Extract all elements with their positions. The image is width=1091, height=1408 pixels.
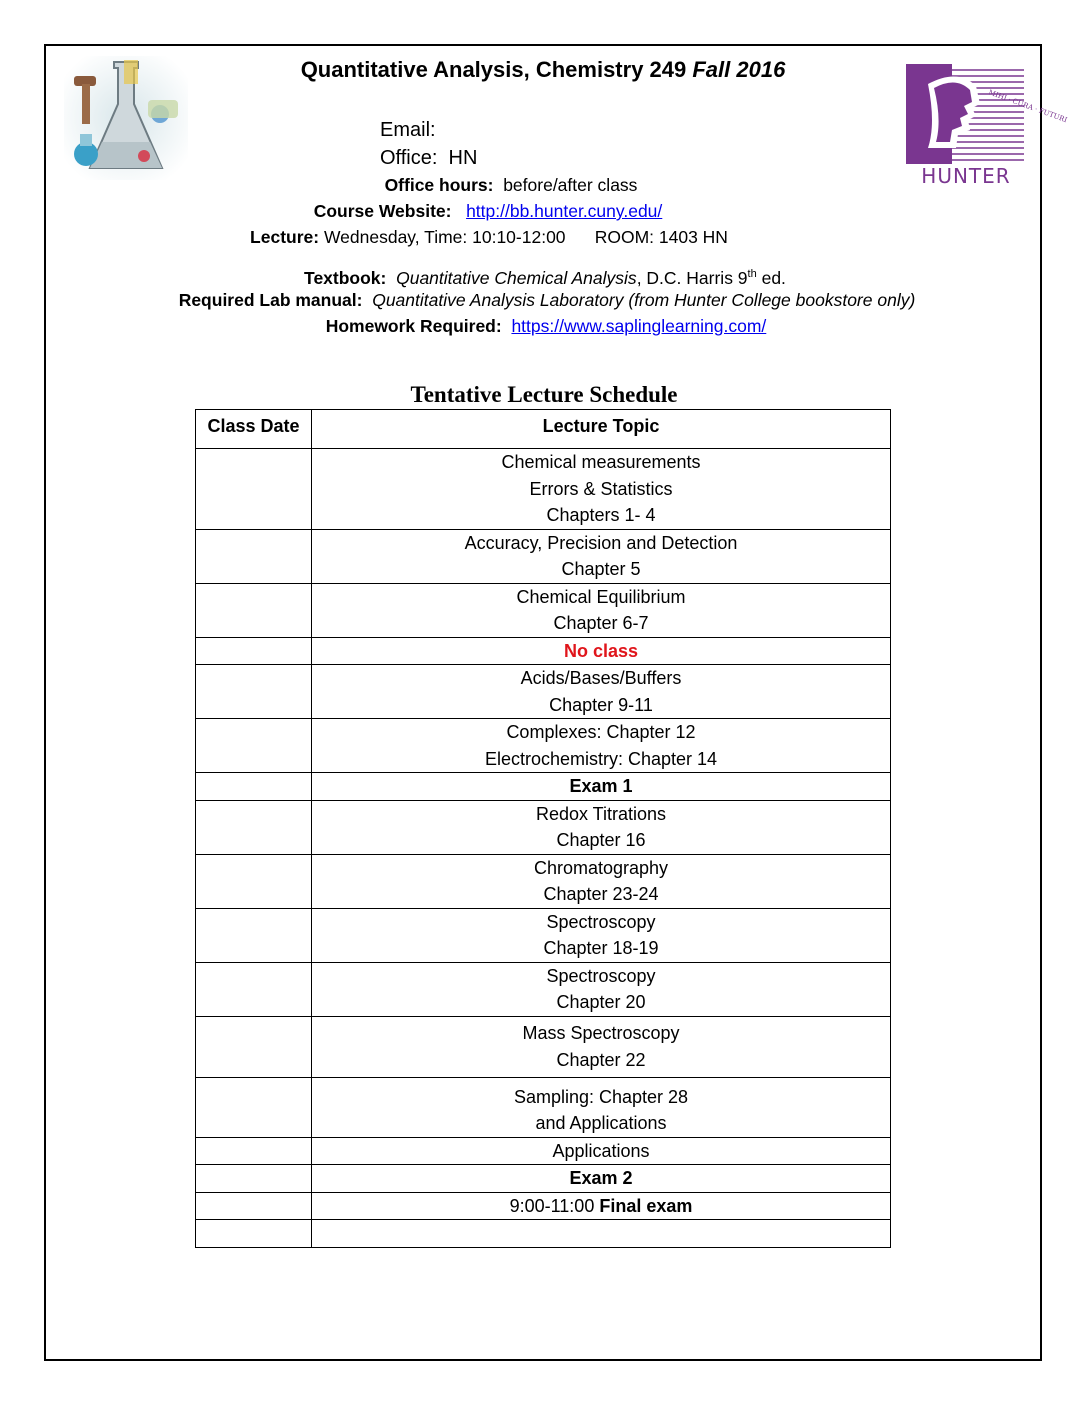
textbook-ed: ed.: [756, 267, 786, 288]
topic-line: Spectroscopy: [546, 911, 656, 932]
table-row: [196, 1165, 891, 1193]
topic-line: Chapter 6-7: [553, 613, 649, 633]
topic-line: Chapter 20: [556, 992, 646, 1012]
lecture-topic-cell: [312, 1077, 891, 1137]
class-date-cell: [196, 1016, 312, 1077]
lab-manual-label: Required Lab manual:: [178, 290, 363, 310]
class-date-cell: [196, 1220, 312, 1248]
homework-line: [2, 315, 1090, 337]
lecture-topic-cell: [312, 800, 891, 854]
lecture-topic-cell: [312, 1016, 891, 1077]
lecture-topic-cell: [312, 962, 891, 1016]
textbook-edition-sup: th: [747, 268, 757, 280]
class-date-cell: [196, 1077, 312, 1137]
textbook-label: Textbook:: [304, 267, 387, 288]
topic-line: Chapter 16: [556, 830, 646, 850]
title-term: Fall 2016: [692, 57, 786, 82]
topic-line: and Applications: [535, 1113, 667, 1133]
class-date-cell: [196, 449, 312, 530]
page-title: [0, 56, 1087, 84]
table-row: [196, 800, 891, 854]
lecture-topic-cell: [312, 1220, 891, 1248]
lecture-topic-cell: [312, 637, 891, 665]
topic-line: Chemical Equilibrium: [516, 586, 686, 607]
class-date-cell: [196, 1165, 312, 1193]
lecture-topic-cell: [312, 908, 891, 962]
logo-motto: MIHI · CURA · FUTURI: [987, 88, 1069, 125]
schedule-title: Tentative Lecture Schedule: [410, 382, 678, 407]
lecture-topic-cell: [312, 529, 891, 583]
class-date-cell: [196, 800, 312, 854]
lab-manual-line: [3, 289, 1091, 311]
homework-label: Homework Required:: [325, 316, 502, 336]
lecture-label: Lecture:: [250, 227, 320, 247]
table-row: [196, 1137, 891, 1165]
class-date-cell: [196, 665, 312, 719]
topic-line: Accuracy, Precision and Detection: [464, 532, 738, 553]
office-hours-label: Office hours:: [384, 175, 494, 195]
table-row: [196, 908, 891, 962]
topic-line: No class: [563, 640, 639, 661]
schedule-header-row: [196, 410, 891, 449]
topic-line: Electrochemistry: Chapter 14: [484, 748, 718, 769]
topic-line: Applications: [552, 1140, 650, 1161]
topic-line: Spectroscopy: [546, 965, 656, 986]
office-hours-value: before/after class: [493, 175, 638, 195]
table-row: [196, 719, 891, 773]
class-date-cell: [196, 773, 312, 801]
topic-line: Exam 2: [569, 1168, 633, 1188]
topic-line: Chapter 23-24: [543, 884, 659, 904]
textbook-line: [1, 263, 1089, 289]
class-date-cell: [196, 1192, 312, 1220]
topic-line: Chapter 9-11: [549, 694, 653, 715]
lecture-topic-cell: [312, 665, 891, 719]
class-date-cell: [196, 1137, 312, 1165]
schedule-body: [196, 449, 891, 1248]
lecture-topic-cell: [312, 773, 891, 801]
class-date-cell: [196, 962, 312, 1016]
hunter-logo-wordmark: HUNTER: [921, 164, 1011, 188]
lecture-topic-cell: [312, 719, 891, 773]
col-header-lecture-topic: Lecture Topic: [312, 410, 891, 449]
topic-line: Chapter 22: [556, 1049, 646, 1070]
table-row: [196, 665, 891, 719]
lecture-value: Wednesday, Time: 10:10-12:00 ROOM: 1403 HN: [319, 227, 728, 247]
topic-line: Final exam: [599, 1195, 693, 1216]
lecture-topic-cell: [312, 1137, 891, 1165]
textbook-title: Quantitative Chemical Analysis: [396, 267, 637, 288]
table-row: [196, 583, 891, 637]
textbook-author: , D.C. Harris 9: [636, 267, 748, 288]
table-row: [196, 637, 891, 665]
website-link[interactable]: http://bb.hunter.cuny.edu/: [466, 201, 663, 221]
class-date-cell: [196, 529, 312, 583]
table-row: [196, 1220, 891, 1248]
class-date-cell: [196, 583, 312, 637]
topic-line: Chapters 1- 4: [546, 505, 656, 525]
office-line: Office: HN: [380, 147, 478, 169]
topic-line: Acids/Bases/Buffers: [520, 668, 682, 688]
table-row: [196, 773, 891, 801]
website-line: [0, 200, 1032, 222]
topic-line: Mass Spectroscopy: [522, 1023, 680, 1043]
table-row: [196, 1192, 891, 1220]
website-label: Course Website:: [313, 201, 452, 221]
topic-line: Chromatography: [533, 857, 669, 878]
class-date-cell: [196, 908, 312, 962]
homework-link[interactable]: https://www.saplinglearning.com/: [511, 316, 767, 336]
lecture-topic-cell: [312, 1192, 891, 1220]
office-hours-line: [0, 174, 1055, 196]
class-date-cell: [196, 719, 312, 773]
col-header-class-date: Class Date: [196, 410, 312, 449]
lecture-topic-cell: [312, 449, 891, 530]
class-date-cell: [196, 637, 312, 665]
table-row: [196, 962, 891, 1016]
topic-line: Chapter 5: [561, 559, 641, 579]
table-row: [196, 449, 891, 530]
table-row: [196, 1077, 891, 1137]
table-row: [196, 529, 891, 583]
topic-line: Redox Titrations: [535, 803, 667, 824]
topic-line: Sampling: Chapter 28: [513, 1086, 689, 1107]
topic-line: [312, 1220, 890, 1247]
topic-line: Complexes: Chapter 12: [506, 722, 696, 742]
topic-line: Chemical measurements: [501, 452, 701, 472]
lecture-line: [0, 226, 1033, 248]
topic-line: Exam 1: [569, 776, 633, 796]
lecture-topic-cell: [312, 583, 891, 637]
lecture-topic-cell: [312, 854, 891, 908]
lecture-topic-cell: [312, 1165, 891, 1193]
final-exam-time: 9:00-11:00: [509, 1195, 595, 1216]
table-row: [196, 1016, 891, 1077]
lab-manual-value: Quantitative Analysis Laboratory (from Hunter College bookstore only): [372, 290, 916, 310]
title-main: Quantitative Analysis, Chemistry 249: [300, 57, 693, 82]
schedule-table: [195, 409, 891, 1248]
table-row: [196, 854, 891, 908]
class-date-cell: [196, 854, 312, 908]
topic-line: Errors & Statistics: [529, 478, 673, 499]
topic-line: Chapter 18-19: [543, 938, 659, 958]
email-line: Email:: [380, 119, 436, 141]
